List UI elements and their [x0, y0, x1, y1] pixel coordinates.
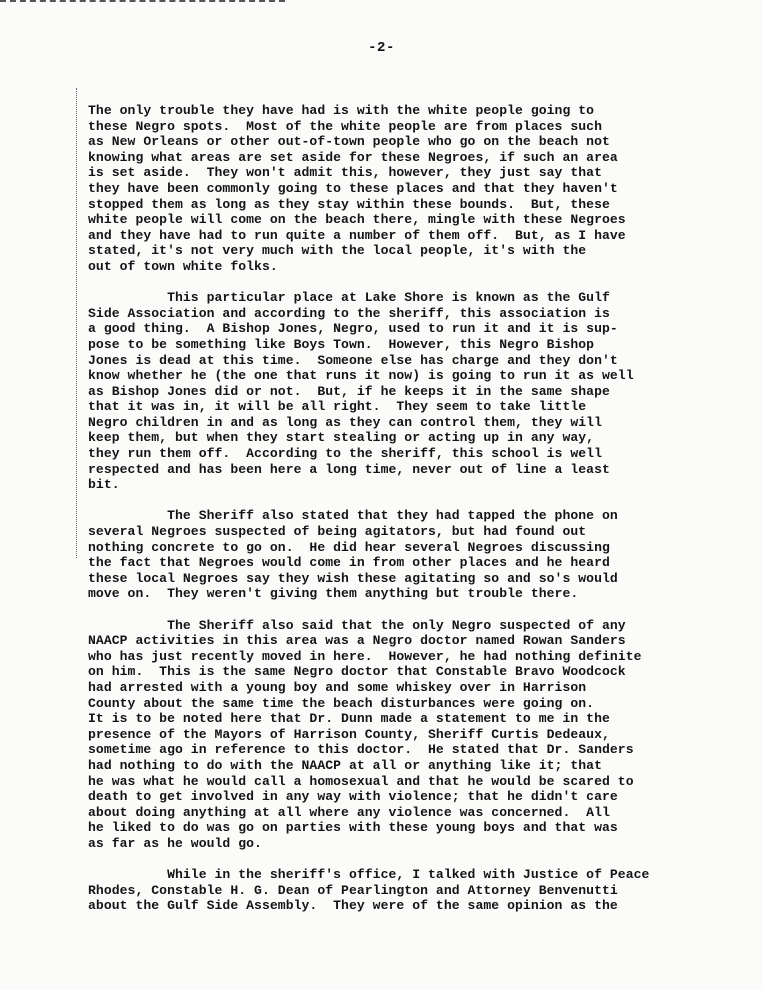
text-line: While in the sheriff's office, I talked with Justice of Peace: [88, 867, 650, 883]
text-line: The Sheriff also said that the only Negro suspected of any: [88, 617, 626, 633]
text-line: nothing concrete to go on. He did hear several Negroes discussing: [88, 539, 610, 555]
text-line: they run them off. According to the sheriff, this school is well: [88, 446, 602, 462]
text-line: Rhodes, Constable H. G. Dean of Pearlington and Attorney Benvenutti: [88, 882, 618, 898]
text-line: respected and has been here a long time, never out of line a least: [88, 461, 610, 477]
text-line: knowing what areas are set aside for these Negroes, if such an area: [88, 149, 618, 165]
text-line: This particular place at Lake Shore is known as the Gulf: [88, 290, 610, 306]
text-line: these Negro spots. Most of the white people are from places such: [88, 118, 602, 134]
text-line: out of town white folks.: [88, 258, 278, 274]
paragraph: [88, 867, 738, 914]
body-text: [88, 103, 738, 929]
paragraph: [88, 290, 738, 493]
text-line: The only trouble they have had is with the white people going to: [88, 103, 595, 118]
text-line: The Sheriff also stated that they had tapped the phone on: [88, 508, 618, 524]
page-number: -2-: [368, 40, 395, 56]
text-line: as Bishop Jones did or not. But, if he keeps it in the same shape: [88, 383, 610, 399]
paragraph: [88, 618, 738, 852]
text-line: as New Orleans or other out-of-town people who go on the beach not: [88, 134, 610, 150]
text-line: County about the same time the beach disturbances were going on.: [88, 695, 595, 711]
text-line: he was what he would call a homosexual and that he would be scared to: [88, 773, 634, 789]
text-line: several Negroes suspected of being agitators, but had found out: [88, 524, 587, 540]
text-line: as far as he would go.: [88, 835, 262, 851]
margin-mark: [76, 88, 77, 558]
text-line: he liked to do was go on parties with these young boys and that was: [88, 820, 618, 836]
text-line: sometime ago in reference to this doctor. He stated that Dr. Sanders: [88, 742, 634, 758]
text-line: stopped them as long as they stay within these bounds. But, these: [88, 196, 610, 212]
text-line: bit.: [88, 477, 120, 493]
text-line: who has just recently moved in here. However, he had nothing definite: [88, 648, 642, 664]
text-line: white people will come on the beach there, mingle with these Negroes: [88, 212, 626, 228]
text-line: know whether he (the one that runs it now) is going to run it as well: [88, 368, 634, 384]
text-line: these local Negroes say they wish these agitating so and so's would: [88, 570, 618, 586]
text-line: move on. They weren't giving them anything but trouble there.: [88, 586, 579, 602]
text-line: had arrested with a young boy and some whiskey over in Harrison: [88, 679, 587, 695]
text-line: stated, it's not very much with the local people, it's with the: [88, 243, 587, 259]
text-line: had nothing to do with the NAACP at all or anything like it; that: [88, 757, 602, 773]
text-line: Jones is dead at this time. Someone else has charge and they don't: [88, 352, 618, 368]
top-rule: [0, 0, 285, 2]
text-line: presence of the Mayors of Harrison County, Sheriff Curtis Dedeaux,: [88, 726, 610, 742]
paragraph: [88, 103, 738, 275]
text-line: NAACP activities in this area was a Negro doctor named Rowan Sanders: [88, 633, 626, 649]
text-line: pose to be something like Boys Town. However, this Negro Bishop: [88, 336, 595, 352]
text-line: about the Gulf Side Assembly. They were of the same opinion as the: [88, 898, 618, 914]
text-line: the fact that Negroes would come in from other places and he heard: [88, 555, 610, 571]
text-line: and they have had to run quite a number of them off. But, as I have: [88, 227, 626, 243]
text-line: they have been commonly going to these places and that they haven't: [88, 180, 618, 196]
text-line: about doing anything at all where any violence was concerned. All: [88, 804, 610, 820]
text-line: a good thing. A Bishop Jones, Negro, used to run it and it is sup-: [88, 321, 618, 337]
text-line: that it was in, it will be all right. They seem to take little: [88, 399, 587, 415]
text-line: It is to be noted here that Dr. Dunn made a statement to me in the: [88, 711, 610, 727]
text-line: Side Association and according to the sheriff, this association is: [88, 305, 610, 321]
text-line: Negro children in and as long as they can control them, they will: [88, 414, 602, 430]
text-line: is set aside. They won't admit this, however, they just say that: [88, 165, 602, 181]
text-line: on him. This is the same Negro doctor that Constable Bravo Woodcock: [88, 664, 626, 680]
text-line: keep them, but when they start stealing or acting up in any way,: [88, 430, 595, 446]
text-line: death to get involved in any way with violence; that he didn't care: [88, 789, 618, 805]
paragraph: [88, 508, 738, 602]
